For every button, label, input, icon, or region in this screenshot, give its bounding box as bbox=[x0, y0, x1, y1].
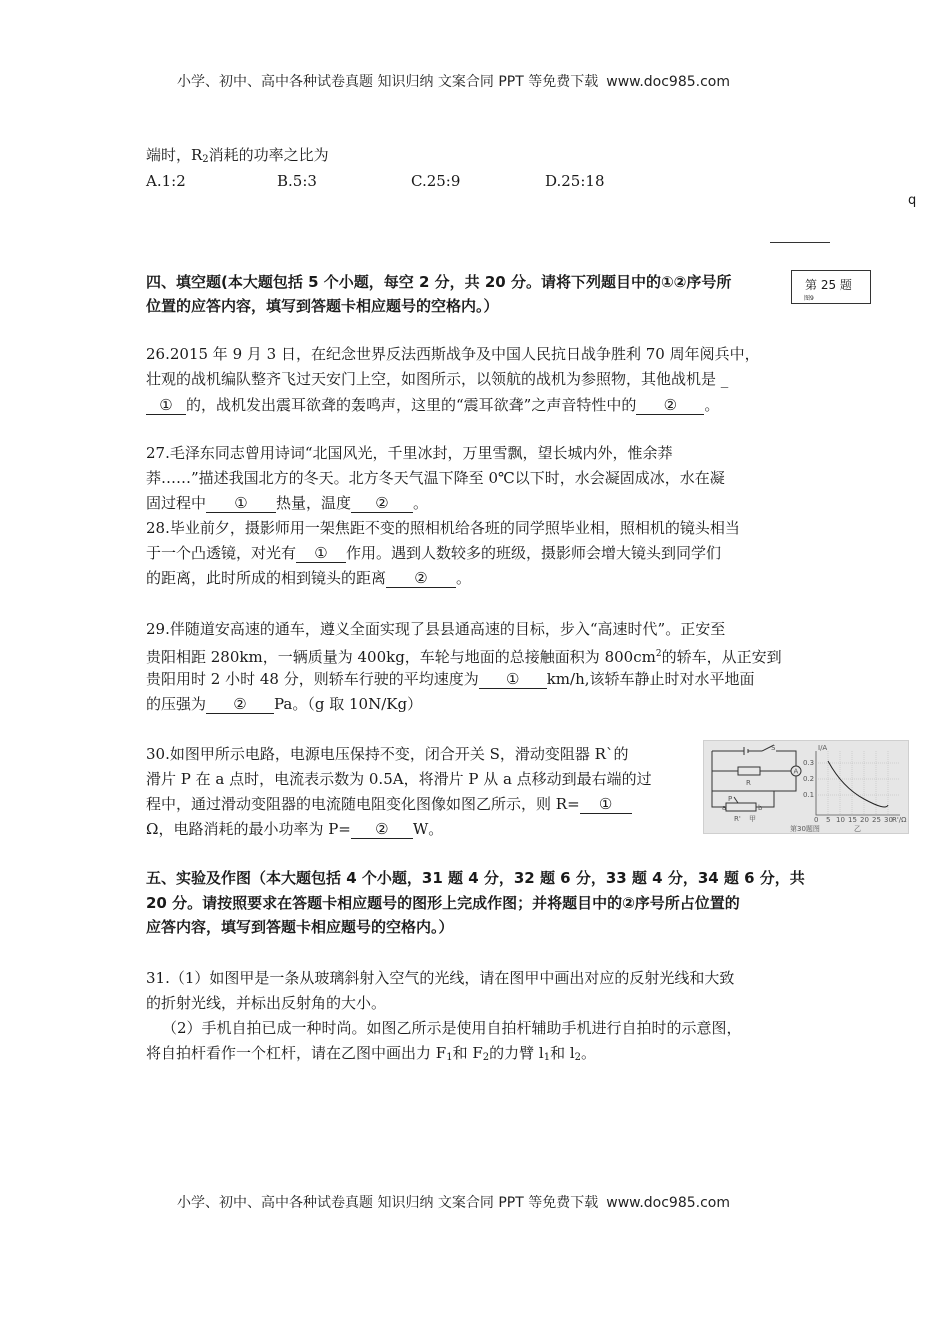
q29-blank-1[interactable]: ① bbox=[479, 670, 547, 689]
graph-ylabel: I/A bbox=[818, 744, 828, 752]
graph-xtick-7: 30 bbox=[884, 816, 893, 824]
graph-xtick-2: 5 bbox=[826, 816, 831, 824]
section5-title-line1: 五、实验及作图（本大题包括 4 个小题，31 题 4 分，32 题 6 分，33 题 4 分，34 题 6 分，共 bbox=[146, 869, 805, 887]
circuit-ammeter-label: A bbox=[793, 767, 799, 776]
graph-xtick-1: 0 bbox=[814, 816, 819, 824]
circuit-b-label: b bbox=[758, 804, 763, 812]
q28-line1: 28.毕业前夕，摄影师用一架焦距不变的照相机给各班的同学照毕业相，照相机的镜头相当 bbox=[146, 519, 740, 537]
circuit-a-label: a bbox=[722, 804, 727, 812]
figure-caption: 第30题图 bbox=[790, 825, 820, 833]
q30-line2: 滑片 P 在 a 点时，电流表示数为 0.5A，将滑片 P 从 a 点移动到最右端的过 bbox=[146, 770, 652, 788]
q30-blank-1[interactable]: ① bbox=[580, 795, 632, 814]
section5-title-line2: 20 分。请按照要求在答题卡相应题号的图形上完成作图；并将题目中的②序号所占位置的 bbox=[146, 894, 740, 912]
q31-line4: 将自拍杆看作一个杠杆，请在乙图中画出力 $F_1$和 $F_2$的力臂 $l_1$和 $l_2$。 bbox=[146, 1044, 597, 1063]
q30-figure-svg bbox=[704, 741, 908, 833]
q31-line1: 31.（1）如图甲是一条从玻璃斜射入空气的光线，请在图甲中画出对应的反射光线和大致 bbox=[146, 969, 735, 987]
q29-line3: 贵阳用时 2 小时 48 分，则轿车行驶的平均速度为 ① km/h,该轿车静止时对水平地面 bbox=[146, 670, 755, 688]
figure-25-box bbox=[791, 270, 871, 304]
q26-blank-2[interactable]: ② bbox=[636, 396, 704, 415]
q30-line3: 程中，通过滑动变阻器的电流随电阻变化图像如图乙所示，则 R= ① bbox=[146, 792, 632, 817]
q28-blank-1[interactable]: ① bbox=[296, 544, 346, 563]
margin-mark: q bbox=[908, 193, 917, 208]
q25-option-d: D.25:18 bbox=[545, 172, 605, 190]
q26-line1: 26.2015 年 9 月 3 日，在纪念世界反法西斯战争及中国人民抗日战争胜利 70 周年阅兵中， bbox=[146, 345, 760, 363]
graph bbox=[816, 751, 900, 815]
q27-line3: 固过程中 ① 热量，温度 ② 。 bbox=[146, 494, 429, 512]
graph-xtick-4: 15 bbox=[848, 816, 857, 824]
circuit-resistor-label: R bbox=[746, 779, 751, 787]
page-footer bbox=[177, 1192, 730, 1212]
q30-blank-2[interactable]: ② bbox=[351, 820, 413, 839]
q25-tail: 端时，$R_2$消耗的功率之比为 bbox=[146, 146, 329, 165]
graph-xtick-6: 25 bbox=[872, 816, 881, 824]
circuit-rheostat-label: R' bbox=[734, 815, 741, 823]
q25-option-b: B.5:3 bbox=[277, 172, 317, 190]
q29-line1: 29.伴随道安高速的通车，遵义全面实现了县县通高速的目标，步入“高速时代”。正安至 bbox=[146, 620, 726, 638]
graph-xtick-5: 20 bbox=[860, 816, 869, 824]
section4-title-line1: 四、填空题(本大题包括 5 个小题，每空 2 分，共 20 分。请将下列题目中的①②序号所 bbox=[146, 273, 732, 291]
q26-blank-1[interactable]: ① bbox=[146, 396, 186, 415]
q28-blank-2[interactable]: ② bbox=[386, 569, 456, 588]
q28-line3: 的距离，此时所成的相到镜头的距离 ② 。 bbox=[146, 569, 472, 587]
q27-line1: 27.毛泽东同志曾用诗词“北国风光，千里冰封，万里雪飘，望长城内外，惟余莽 bbox=[146, 444, 673, 462]
header-text: 小学、初中、高中各种试卷真题 知识归纳 文案合同 PPT 等免费下载 bbox=[177, 74, 599, 90]
q25-option-a: A.1:2 bbox=[146, 172, 186, 190]
circuit-slider-label: P bbox=[728, 795, 733, 803]
q27-blank-2[interactable]: ② bbox=[351, 494, 413, 513]
q26-line3: ① 的，战机发出震耳欲聋的轰鸣声，这里的“震耳欲聋”之声音特性中的 ② 。 bbox=[146, 393, 719, 418]
graph-xlabel: R'/Ω bbox=[892, 816, 907, 824]
q28-line2: 于一个凸透镜，对光有 ① 作用。遇到人数较多的班级，摄影师会增大镜头到同学们 bbox=[146, 544, 722, 562]
header-url: www.doc985.com bbox=[606, 74, 730, 90]
q31-line2: 的折射光线，并标出反射角的大小。 bbox=[146, 994, 387, 1012]
footer-text: 小学、初中、高中各种试卷真题 知识归纳 文案合同 PPT 等免费下载 bbox=[177, 1195, 599, 1211]
page-header bbox=[177, 71, 730, 91]
q30-line1: 30.如图甲所示电路，电源电压保持不变，闭合开关 S，滑动变阻器 R`的 bbox=[146, 745, 629, 763]
q25-option-c: C.25:9 bbox=[411, 172, 461, 190]
figure-25-label: 第 25 题 bbox=[805, 278, 852, 292]
circuit-jia-label: 甲 bbox=[749, 815, 756, 823]
section4-title-line2: 位置的应答内容，填写到答题卡相应题号的空格内。） bbox=[146, 297, 499, 315]
circuit-switch-label: S bbox=[771, 744, 776, 752]
q26-line2: 壮观的战机编队整齐飞过天安门上空，如图所示，以领航的战机为参照物，其他战机是 _ bbox=[146, 370, 729, 388]
section5-title-line3: 应答内容，填写到答题卡相应题号的空格内。） bbox=[146, 918, 454, 936]
q30-figure bbox=[703, 740, 909, 834]
graph-ytick-1: 0.3 bbox=[803, 759, 815, 767]
graph-xtick-3: 10 bbox=[836, 816, 845, 824]
q31-line3: （2）手机自拍已成一种时尚。如图乙所示是使用自拍杆辅助手机进行自拍时的示意图， bbox=[162, 1019, 742, 1037]
q27-blank-1[interactable]: ① bbox=[206, 494, 276, 513]
graph-ytick-3: 0.1 bbox=[803, 791, 815, 799]
q29-blank-2[interactable]: ② bbox=[206, 695, 274, 714]
divider-line bbox=[770, 242, 830, 243]
circuit-diagram bbox=[712, 745, 801, 811]
q30-line4: Ω，电路消耗的最小功率为 P= ② W。 bbox=[146, 820, 444, 838]
footer-url: www.doc985.com bbox=[606, 1195, 730, 1211]
q27-line2: 莽……”描述我国北方的冬天。北方冬天气温下降至 0℃以下时，水会凝固成冰，水在凝 bbox=[146, 469, 725, 487]
graph-ytick-2: 0.2 bbox=[803, 775, 815, 783]
q29-line2: 贵阳相距 280km，一辆质量为 400kg，车轮与地面的总接触面积为 $800cm^2$的轿车，从正安到 bbox=[146, 648, 782, 666]
q29-line4: 的压强为 ② Pa。（g 取 10N/Kg） bbox=[146, 695, 423, 713]
figure-25-tiny: 图9 bbox=[804, 295, 814, 302]
graph-yi-label: 乙 bbox=[854, 825, 861, 833]
